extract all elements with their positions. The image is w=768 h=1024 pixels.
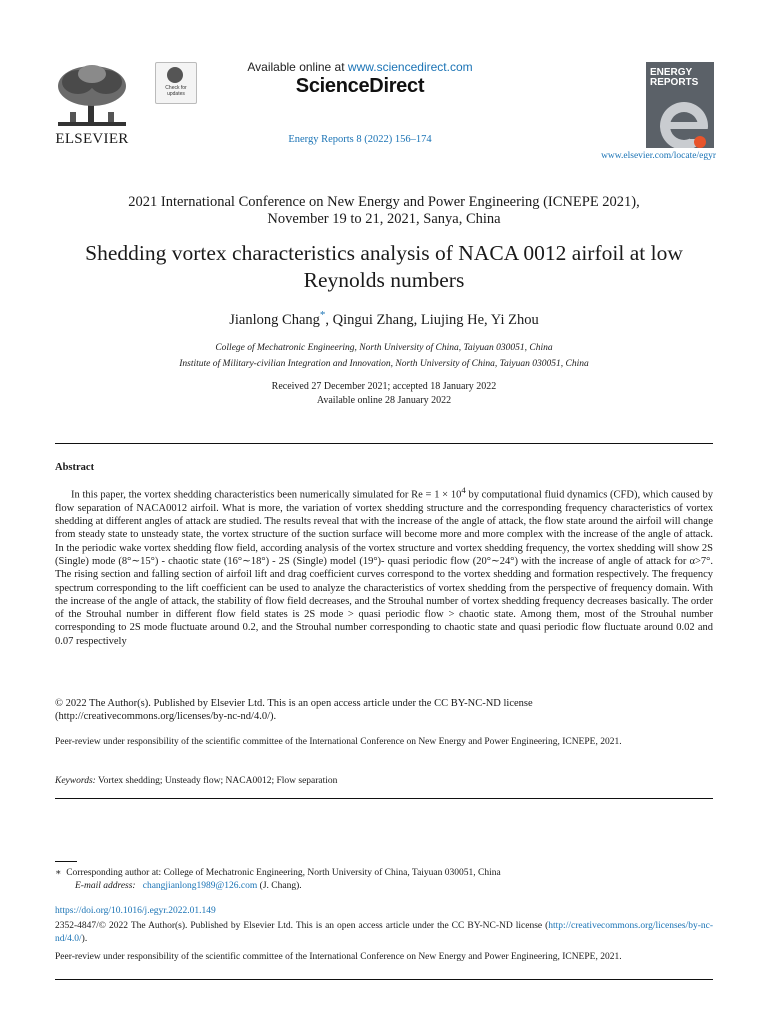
- paper-title: Shedding vortex characteristics analysis of NACA 0012 airfoil at low Reynolds numbers: [85, 241, 683, 292]
- license-link[interactable]: (http://creativecommons.org/licenses/by-nc-nd/4.0/).: [55, 711, 277, 723]
- cover-e-icon: [654, 96, 708, 148]
- conference-info: 2021 International Conference on New Energy and Power Engineering (ICNEPE 2021), November 19 to 21, 2021, Sanya, China: [128, 194, 640, 227]
- affiliation-1: College of Mechatronic Engineering, North University of China, Taiyuan 030051, China: [215, 343, 553, 353]
- received-date: Received 27 December 2021; accepted 18 January 2022: [271, 381, 497, 392]
- sciencedirect-brand: ScienceDirect: [295, 75, 425, 97]
- elsevier-wordmark: ELSEVIER: [55, 131, 129, 147]
- license-url-link[interactable]: http://creativecommons.org/licenses/by-nc-nd/4.0/: [55, 921, 713, 944]
- sciencedirect-link[interactable]: www.sciencedirect.com: [347, 60, 473, 74]
- author-list: Jianlong Chang*, Qingui Zhang, Liujing He, Yi Zhou: [229, 309, 539, 328]
- footnote-rule: [55, 861, 77, 862]
- journal-reference[interactable]: Energy Reports 8 (2022) 156–174: [288, 134, 432, 145]
- email-link[interactable]: changjianlong1989@126.com: [142, 881, 258, 891]
- check-updates-label: Check for updates: [165, 85, 187, 97]
- corresponding-author-marker[interactable]: *: [319, 309, 326, 322]
- cover-title: ENERGY REPORTS: [650, 67, 699, 88]
- elsevier-site-link[interactable]: www.elsevier.com/locate/egyr: [601, 151, 716, 161]
- available-online: Available online at www.sciencedirect.com: [247, 60, 473, 74]
- abstract-license: © 2022 The Author(s). Published by Elsevier Ltd. This is an open access article under the CC BY-NC-ND license (http://creativecommons.org/licenses/by-nc-nd/4.0/).: [55, 697, 713, 724]
- check-updates-icon: [167, 67, 183, 83]
- affiliation-2: Institute of Military-civilian Integration and Innovation, North University of China, Taiyuan 030051, China: [179, 359, 589, 369]
- check-for-updates-badge[interactable]: [155, 62, 197, 104]
- corresponding-footnote: ∗ Corresponding author at: College of Mechatronic Engineering, North University of China, Taiyuan 030051, China E-mail address: changjianlong1989@126.com (J. Chang).: [55, 868, 501, 891]
- peer-review-footer: Peer-review under responsibility of the scientific committee of the International Conference on New Energy and Power Engineering, ICNEPE, 2021.: [55, 952, 622, 962]
- peer-review-note: Peer-review under responsibility of the scientific committee of the International Conference on New Energy and Power Engineering, ICNEPE, 2021.: [55, 737, 622, 747]
- abstract-heading: Abstract: [55, 462, 95, 473]
- divider: [55, 443, 713, 444]
- online-date: Available online 28 January 2022: [316, 395, 452, 406]
- divider: [55, 979, 713, 980]
- issn-copyright: 2352-4847/© 2022 The Author(s). Published by Elsevier Ltd. This is an open access article under the CC BY-NC-ND license (http://creativecommons.org/licenses/by-nc-nd/4.0/).: [55, 921, 713, 944]
- divider: [55, 798, 713, 799]
- doi-link[interactable]: https://doi.org/10.1016/j.egyr.2022.01.149: [55, 906, 216, 916]
- journal-cover-image: [646, 62, 714, 148]
- abstract-text: In this paper, the vortex shedding characteristics been numerically simulated for $Re = 1 \times 10^4$ by computational fluid dynamics (CFD), which caused by flow separation of NACA0012 airfoil. What is more, the variation of vortex shedding structure and the corresponding frequency characteristics of vortex shedding at different angles of attack are studied. The results reveal that with the increase of the angle of attack, the flow state around the airfoil will change from steady state to unsteady state, the vortex structure of the suction surface will become more and more complex with the increase of the angle of attack. In the periodic wake vortex shedding flow field, according analysis of the vortex structure and vortex shedding frequency, the vortex shedding will show 2S (Single) mode (8°∼15°) - chaotic state (16°∼18°) - 2S (Single) model (19°)- quasi periodic flow (20°∼24°) with the increase of angle of attack for α>7°. The rising section and falling section of airfoil lift and drag coefficient curves correspond to the vortex shedding and formation respectively. The frequency spectrum corresponding to the lift coefficient can be used to analyze the characteristics of vortex shedding from the perspective of frequency domain. With the increase of the angle of attack, the stability of flow field decreases, and the Strouhal number of vortex shedding frequency decreases basically. The order of the Strouhal number in different flow field states is 2S mode > quasi periodic flow > chaotic state. Among them, most of the Strouhal number corresponding to 2S mode fluctuate around 0.2, and the Strouhal number corresponding to chaotic state and quasi periodic flow fluctuate around 0.02 and 0.07 respectively: [55, 485, 713, 647]
- keywords: Keywords: Vortex shedding; Unsteady flow; NACA0012; Flow separation: [55, 776, 338, 786]
